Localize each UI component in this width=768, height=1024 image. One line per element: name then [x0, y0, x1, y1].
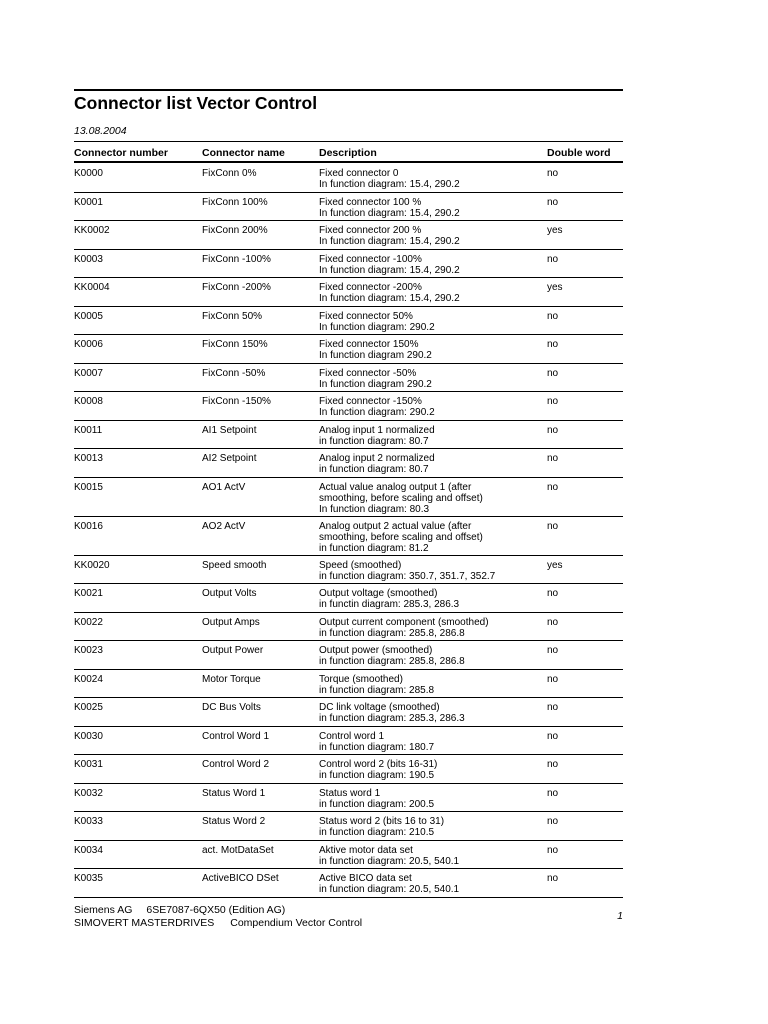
description-line: in function diagram: 285.3, 286.3	[319, 713, 465, 724]
double-word: no	[547, 616, 559, 628]
connector-description	[319, 816, 444, 838]
connector-number: K0024	[74, 673, 103, 685]
table-row	[74, 335, 623, 364]
description-line: In function diagram: 15.4, 290.2	[319, 264, 460, 276]
double-word: yes	[547, 282, 563, 293]
table-row	[74, 641, 623, 670]
table-row	[74, 727, 623, 756]
table-row	[74, 517, 623, 556]
connector-number: K0025	[74, 702, 103, 713]
double-word: no	[547, 730, 559, 742]
connector-name: FixConn 0%	[202, 168, 257, 179]
connector-description	[319, 168, 460, 190]
description-line: DC link voltage (smoothed)	[319, 702, 440, 713]
page-number: 1	[617, 910, 623, 922]
description-line: in function diagram: 20.5, 540.1	[319, 855, 460, 867]
description-line: In function diagram: 80.3	[319, 503, 430, 515]
table-row	[74, 812, 623, 841]
connector-table	[74, 164, 623, 898]
description-line: smoothing, before scaling and offset)	[319, 531, 483, 543]
connector-number: K0003	[74, 253, 103, 265]
footer-order-number: 6SE7087-6QX50 (Edition AG)	[146, 904, 286, 916]
description-line: Analog input 2 normalized	[319, 453, 435, 464]
double-word: no	[547, 367, 559, 379]
description-line: Output current component (smoothed)	[319, 616, 489, 628]
description-line: Fixed connector -100%	[319, 253, 422, 265]
table-row	[74, 755, 623, 784]
connector-name: Speed smooth	[202, 559, 267, 571]
connector-description	[319, 282, 460, 304]
connector-number: K0030	[74, 730, 103, 742]
connector-description	[319, 225, 460, 247]
connector-description	[319, 254, 460, 276]
footer-company: Siemens AG	[74, 904, 133, 916]
double-word: no	[547, 844, 559, 856]
table-row	[74, 364, 623, 393]
document-date: 13.08.2004	[74, 125, 127, 137]
connector-number: K0013	[74, 453, 103, 464]
table-row	[74, 869, 623, 898]
description-line: Active BICO data set	[319, 873, 412, 884]
footer-line-1	[74, 904, 623, 917]
column-header-double-word: Double word	[547, 147, 611, 159]
connector-description	[319, 482, 483, 515]
description-line: In function diagram: 15.4, 290.2	[319, 236, 460, 247]
description-line: Fixed connector -50%	[319, 367, 417, 379]
double-word: no	[547, 873, 559, 884]
connector-description	[319, 560, 495, 582]
description-line: in function diagram: 81.2	[319, 542, 429, 554]
connector-name: FixConn 150%	[202, 339, 268, 350]
connector-number: K0035	[74, 873, 103, 884]
connector-name: Output Volts	[202, 588, 257, 599]
description-line: Control word 2 (bits 16-31)	[319, 759, 438, 770]
connector-description	[319, 873, 459, 895]
description-line: in function diagram: 20.5, 540.1	[319, 884, 460, 895]
table-row	[74, 307, 623, 336]
connector-description	[319, 845, 459, 867]
description-line: Fixed connector 50%	[319, 310, 413, 322]
connector-name: AI2 Setpoint	[202, 453, 257, 464]
description-line: In function diagram 290.2	[319, 378, 432, 390]
table-row	[74, 250, 623, 279]
connector-description	[319, 425, 435, 447]
description-line: in function diagram: 210.5	[319, 827, 435, 838]
connector-name: Motor Torque	[202, 673, 261, 685]
connector-number: K0011	[74, 424, 103, 436]
table-row	[74, 698, 623, 727]
connector-number: K0034	[74, 844, 103, 856]
table-row	[74, 784, 623, 813]
connector-number: K0006	[74, 339, 103, 350]
table-row	[74, 670, 623, 699]
double-word: yes	[547, 225, 563, 236]
connector-description	[319, 731, 434, 753]
double-word: no	[547, 759, 559, 770]
description-line: Fixed connector 200 %	[319, 225, 422, 236]
double-word: no	[547, 168, 559, 179]
connector-description	[319, 702, 465, 724]
connector-number: K0015	[74, 481, 103, 493]
connector-name: AI1 Setpoint	[202, 424, 257, 436]
connector-number: K0007	[74, 367, 103, 379]
column-header-connector-number: Connector number	[74, 147, 168, 159]
connector-description	[319, 368, 432, 390]
description-line: in function diagram: 285.8, 286.8	[319, 656, 465, 667]
table-row	[74, 556, 623, 585]
connector-number: KK0004	[74, 282, 110, 293]
description-line: Status word 1	[319, 787, 381, 799]
description-line: In function diagram: 290.2	[319, 321, 435, 333]
connector-number: K0001	[74, 196, 103, 208]
double-word: no	[547, 816, 559, 827]
connector-name: FixConn -150%	[202, 396, 271, 407]
connector-name: Control Word 1	[202, 730, 270, 742]
description-line: Output power (smoothed)	[319, 645, 433, 656]
connector-description	[319, 339, 432, 361]
connector-name: FixConn -200%	[202, 282, 271, 293]
double-word: no	[547, 673, 559, 685]
table-row	[74, 164, 623, 193]
table-row	[74, 193, 623, 222]
table-row	[74, 478, 623, 517]
page-title: Connector list Vector Control	[74, 93, 318, 113]
description-line: Control word 1	[319, 730, 385, 742]
column-header-connector-name: Connector name	[202, 147, 285, 159]
description-line: Analog input 1 normalized	[319, 424, 435, 436]
double-word: no	[547, 196, 559, 208]
description-line: Fixed connector 150%	[319, 339, 419, 350]
table-row	[74, 449, 623, 478]
description-line: in function diagram: 180.7	[319, 741, 435, 753]
connector-description	[319, 788, 434, 810]
connector-name: act. MotDataSet	[202, 844, 274, 856]
connector-number: KK0002	[74, 225, 110, 236]
connector-description	[319, 588, 459, 610]
connector-name: FixConn 100%	[202, 196, 268, 208]
connector-number: K0023	[74, 645, 103, 656]
description-line: Aktive motor data set	[319, 844, 413, 856]
footer-product: SIMOVERT MASTERDRIVES	[74, 917, 215, 929]
description-line: Fixed connector -200%	[319, 282, 422, 293]
connector-description	[319, 521, 483, 554]
connector-name: FixConn 50%	[202, 310, 263, 322]
description-line: Torque (smoothed)	[319, 673, 403, 685]
double-word: no	[547, 453, 559, 464]
description-line: in function diagram: 285.8	[319, 684, 435, 696]
double-word: no	[547, 310, 559, 322]
description-line: in function diagram: 190.5	[319, 770, 435, 781]
page-footer	[74, 904, 623, 930]
footer-line-2	[74, 917, 623, 930]
double-word: no	[547, 787, 559, 799]
table-row	[74, 221, 623, 250]
table-header	[74, 141, 623, 163]
description-line: In function diagram: 290.2	[319, 407, 435, 418]
description-line: Status word 2 (bits 16 to 31)	[319, 816, 445, 827]
connector-name: FixConn -100%	[202, 253, 271, 265]
description-line: in functin diagram: 285.3, 286.3	[319, 599, 460, 610]
table-row	[74, 421, 623, 450]
connector-number: KK0020	[74, 559, 110, 571]
connector-name: FixConn -50%	[202, 367, 266, 379]
column-header-description: Description	[319, 147, 377, 159]
double-word: no	[547, 645, 559, 656]
double-word: no	[547, 424, 559, 436]
connector-number: K0022	[74, 616, 103, 628]
connector-number: K0008	[74, 396, 103, 407]
connector-number: K0016	[74, 520, 103, 532]
description-line: in function diagram: 350.7, 351.7, 352.7	[319, 570, 496, 582]
top-rule	[74, 89, 623, 91]
connector-description	[319, 617, 489, 639]
footer-manual: Compendium Vector Control	[230, 917, 363, 929]
connector-number: K0005	[74, 310, 103, 322]
description-line: Analog output 2 actual value (after	[319, 520, 472, 532]
connector-description	[319, 674, 434, 696]
description-line: in function diagram: 200.5	[319, 798, 435, 810]
table-row	[74, 392, 623, 421]
table-row	[74, 841, 623, 870]
connector-description	[319, 396, 435, 418]
description-line: Fixed connector 100 %	[319, 196, 422, 208]
connector-number: K0033	[74, 816, 103, 827]
double-word: no	[547, 396, 559, 407]
description-line: in function diagram: 285.8, 286.8	[319, 627, 465, 639]
table-row	[74, 613, 623, 642]
connector-name: FixConn 200%	[202, 225, 268, 236]
connector-description	[319, 645, 465, 667]
double-word: no	[547, 253, 559, 265]
connector-number: K0031	[74, 759, 103, 770]
description-line: in function diagram: 80.7	[319, 435, 429, 447]
connector-number: K0021	[74, 588, 103, 599]
connector-name: ActiveBICO DSet	[202, 873, 279, 884]
double-word: no	[547, 339, 559, 350]
connector-name: DC Bus Volts	[202, 702, 261, 713]
connector-name: Output Amps	[202, 616, 260, 628]
connector-number: K0032	[74, 787, 103, 799]
description-line: In function diagram: 15.4, 290.2	[319, 179, 460, 190]
connector-description	[319, 197, 460, 219]
table-row	[74, 278, 623, 307]
double-word: no	[547, 520, 559, 532]
table-row	[74, 584, 623, 613]
connector-description	[319, 311, 435, 333]
connector-name: AO1 ActV	[202, 481, 246, 493]
description-line: In function diagram 290.2	[319, 350, 432, 361]
connector-description	[319, 453, 435, 475]
description-line: Fixed connector 0	[319, 168, 399, 179]
connector-name: Output Power	[202, 645, 264, 656]
description-line: Output voltage (smoothed)	[319, 588, 438, 599]
double-word: yes	[547, 559, 563, 571]
connector-description	[319, 759, 437, 781]
description-line: Speed (smoothed)	[319, 559, 402, 571]
double-word: no	[547, 481, 559, 493]
connector-name: Control Word 2	[202, 759, 270, 770]
connector-name: Status Word 2	[202, 816, 266, 827]
double-word: no	[547, 702, 559, 713]
description-line: in function diagram: 80.7	[319, 464, 429, 475]
description-line: Actual value analog output 1 (after	[319, 481, 472, 493]
description-line: In function diagram: 15.4, 290.2	[319, 293, 460, 304]
double-word: no	[547, 588, 559, 599]
description-line: smoothing, before scaling and offset)	[319, 492, 483, 504]
connector-name: Status Word 1	[202, 787, 266, 799]
description-line: Fixed connector -150%	[319, 396, 422, 407]
connector-name: AO2 ActV	[202, 520, 246, 532]
description-line: In function diagram: 15.4, 290.2	[319, 207, 460, 219]
connector-number: K0000	[74, 168, 103, 179]
